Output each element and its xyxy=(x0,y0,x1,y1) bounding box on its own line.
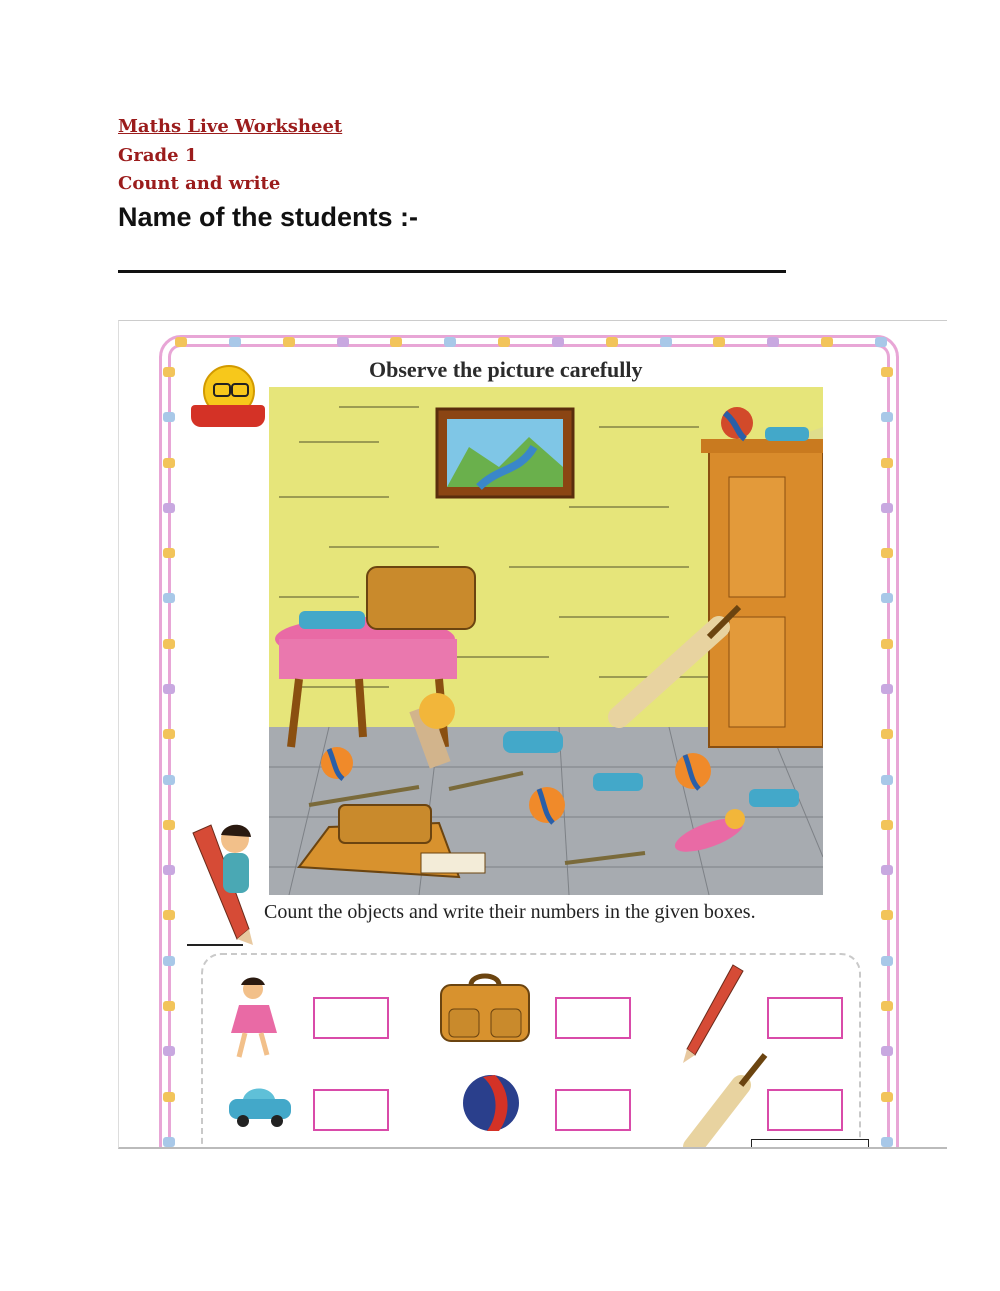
pencil-icon xyxy=(679,961,749,1065)
answer-box-bat[interactable] xyxy=(767,1089,843,1131)
ball-icon xyxy=(459,1071,523,1135)
answer-box-bag[interactable] xyxy=(555,997,631,1039)
frame-decoration-right xyxy=(881,367,893,1147)
worksheet-image xyxy=(118,320,947,1149)
student-name-label: Name of the students :- xyxy=(118,202,419,232)
kid-with-pencil-icon xyxy=(187,819,267,949)
toy-car-icon xyxy=(225,1081,295,1129)
observe-title: Observe the picture carefully xyxy=(369,357,643,382)
answer-box-doll[interactable] xyxy=(313,997,389,1039)
room-scene xyxy=(269,387,823,895)
answer-box-ball[interactable] xyxy=(555,1089,631,1131)
instruction-text: Count the objects and write their numbers in the given boxes. xyxy=(264,901,756,923)
answer-box-pencil[interactable] xyxy=(767,997,843,1039)
answer-area xyxy=(201,953,861,1149)
red-book-icon xyxy=(191,405,265,427)
answer-box-car[interactable] xyxy=(313,1089,389,1131)
school-bag-icon xyxy=(435,971,535,1047)
doll-icon xyxy=(219,975,289,1059)
grade-label: Grade 1 xyxy=(118,145,198,166)
frame-decoration-top xyxy=(175,337,887,347)
bottom-box xyxy=(751,1139,869,1149)
topic-label: Count and write xyxy=(118,173,281,194)
cricket-bat-icon xyxy=(683,1051,773,1149)
worksheet-title: Maths Live Worksheet xyxy=(118,116,343,137)
frame-decoration-left xyxy=(163,367,175,1147)
student-name-line[interactable] xyxy=(118,270,786,273)
